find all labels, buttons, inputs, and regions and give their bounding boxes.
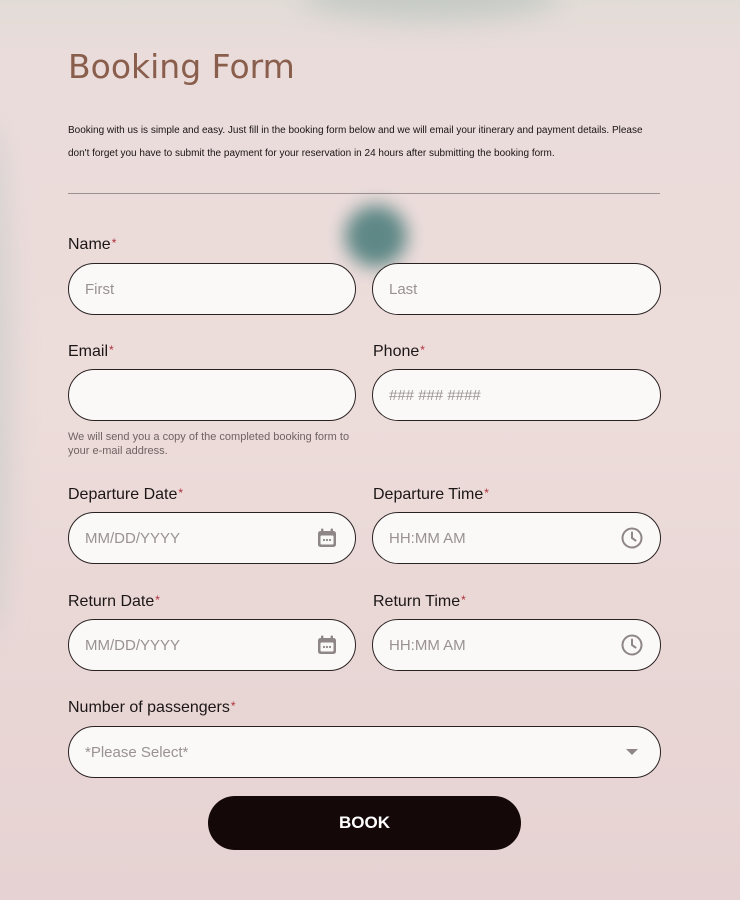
departure-date-label-text: Departure Date — [68, 486, 178, 503]
calendar-icon[interactable] — [315, 526, 339, 550]
background-blur-spot — [345, 205, 407, 267]
email-field[interactable] — [68, 369, 356, 421]
required-marker: * — [178, 486, 184, 500]
required-marker: * — [420, 343, 425, 357]
return-date-input[interactable] — [68, 619, 356, 671]
first-name-placeholder: First — [85, 280, 115, 298]
departure-time-label — [373, 486, 489, 504]
passengers-select[interactable] — [68, 726, 661, 778]
background-blur-top — [300, 0, 560, 20]
phone-placeholder: ### ### #### — [389, 386, 481, 404]
return-time-placeholder: HH:MM AM — [389, 636, 466, 654]
required-marker: * — [484, 486, 489, 500]
book-button[interactable]: BOOK — [208, 796, 521, 850]
first-name-input[interactable] — [68, 263, 356, 315]
phone-field[interactable] — [372, 369, 661, 421]
required-marker: * — [230, 699, 236, 713]
email-helper-text: We will send you a copy of the completed booking form to your e-mail address. — [68, 431, 350, 457]
name-label-text: Name — [68, 236, 111, 253]
passengers-label-text: Number of passengers — [68, 699, 230, 716]
departure-time-input[interactable] — [372, 512, 661, 564]
departure-date-input[interactable] — [68, 512, 356, 564]
last-name-placeholder: Last — [389, 280, 418, 298]
required-marker: * — [109, 343, 114, 357]
clock-icon[interactable] — [620, 633, 644, 657]
return-time-label-text: Return Time — [373, 593, 461, 610]
departure-date-placeholder: MM/DD/YYYY — [85, 529, 181, 547]
last-name-input[interactable] — [372, 263, 661, 315]
required-marker: * — [461, 593, 466, 607]
calendar-icon[interactable] — [315, 633, 339, 657]
return-time-input[interactable] — [372, 619, 661, 671]
email-label — [68, 343, 114, 361]
chevron-down-icon — [620, 740, 644, 764]
page-title: Booking Form — [68, 47, 295, 86]
intro-text: Booking with us is simple and easy. Just fill in the booking form below and we will email your itinerary and payment details. Please don't forget you have to submit the payment for your reservation in 24 hours after submitting the booking form. — [68, 125, 643, 159]
departure-time-label-text: Departure Time — [373, 486, 484, 503]
departure-time-placeholder: HH:MM AM — [389, 529, 466, 547]
clock-icon[interactable] — [620, 526, 644, 550]
passengers-selected-value: *Please Select* — [85, 743, 189, 761]
phone-label-text: Phone — [373, 343, 420, 360]
required-marker: * — [111, 236, 117, 250]
email-label-text: Email — [68, 343, 109, 360]
return-date-label-text: Return Date — [68, 593, 155, 610]
name-label — [68, 236, 116, 254]
required-marker: * — [155, 593, 160, 607]
divider — [68, 193, 660, 194]
departure-date-label — [68, 486, 183, 504]
return-date-placeholder: MM/DD/YYYY — [85, 636, 181, 654]
return-time-label — [373, 593, 466, 611]
phone-label — [373, 343, 425, 361]
background-blur-left — [0, 120, 10, 640]
return-date-label — [68, 593, 160, 611]
passengers-label — [68, 699, 236, 717]
